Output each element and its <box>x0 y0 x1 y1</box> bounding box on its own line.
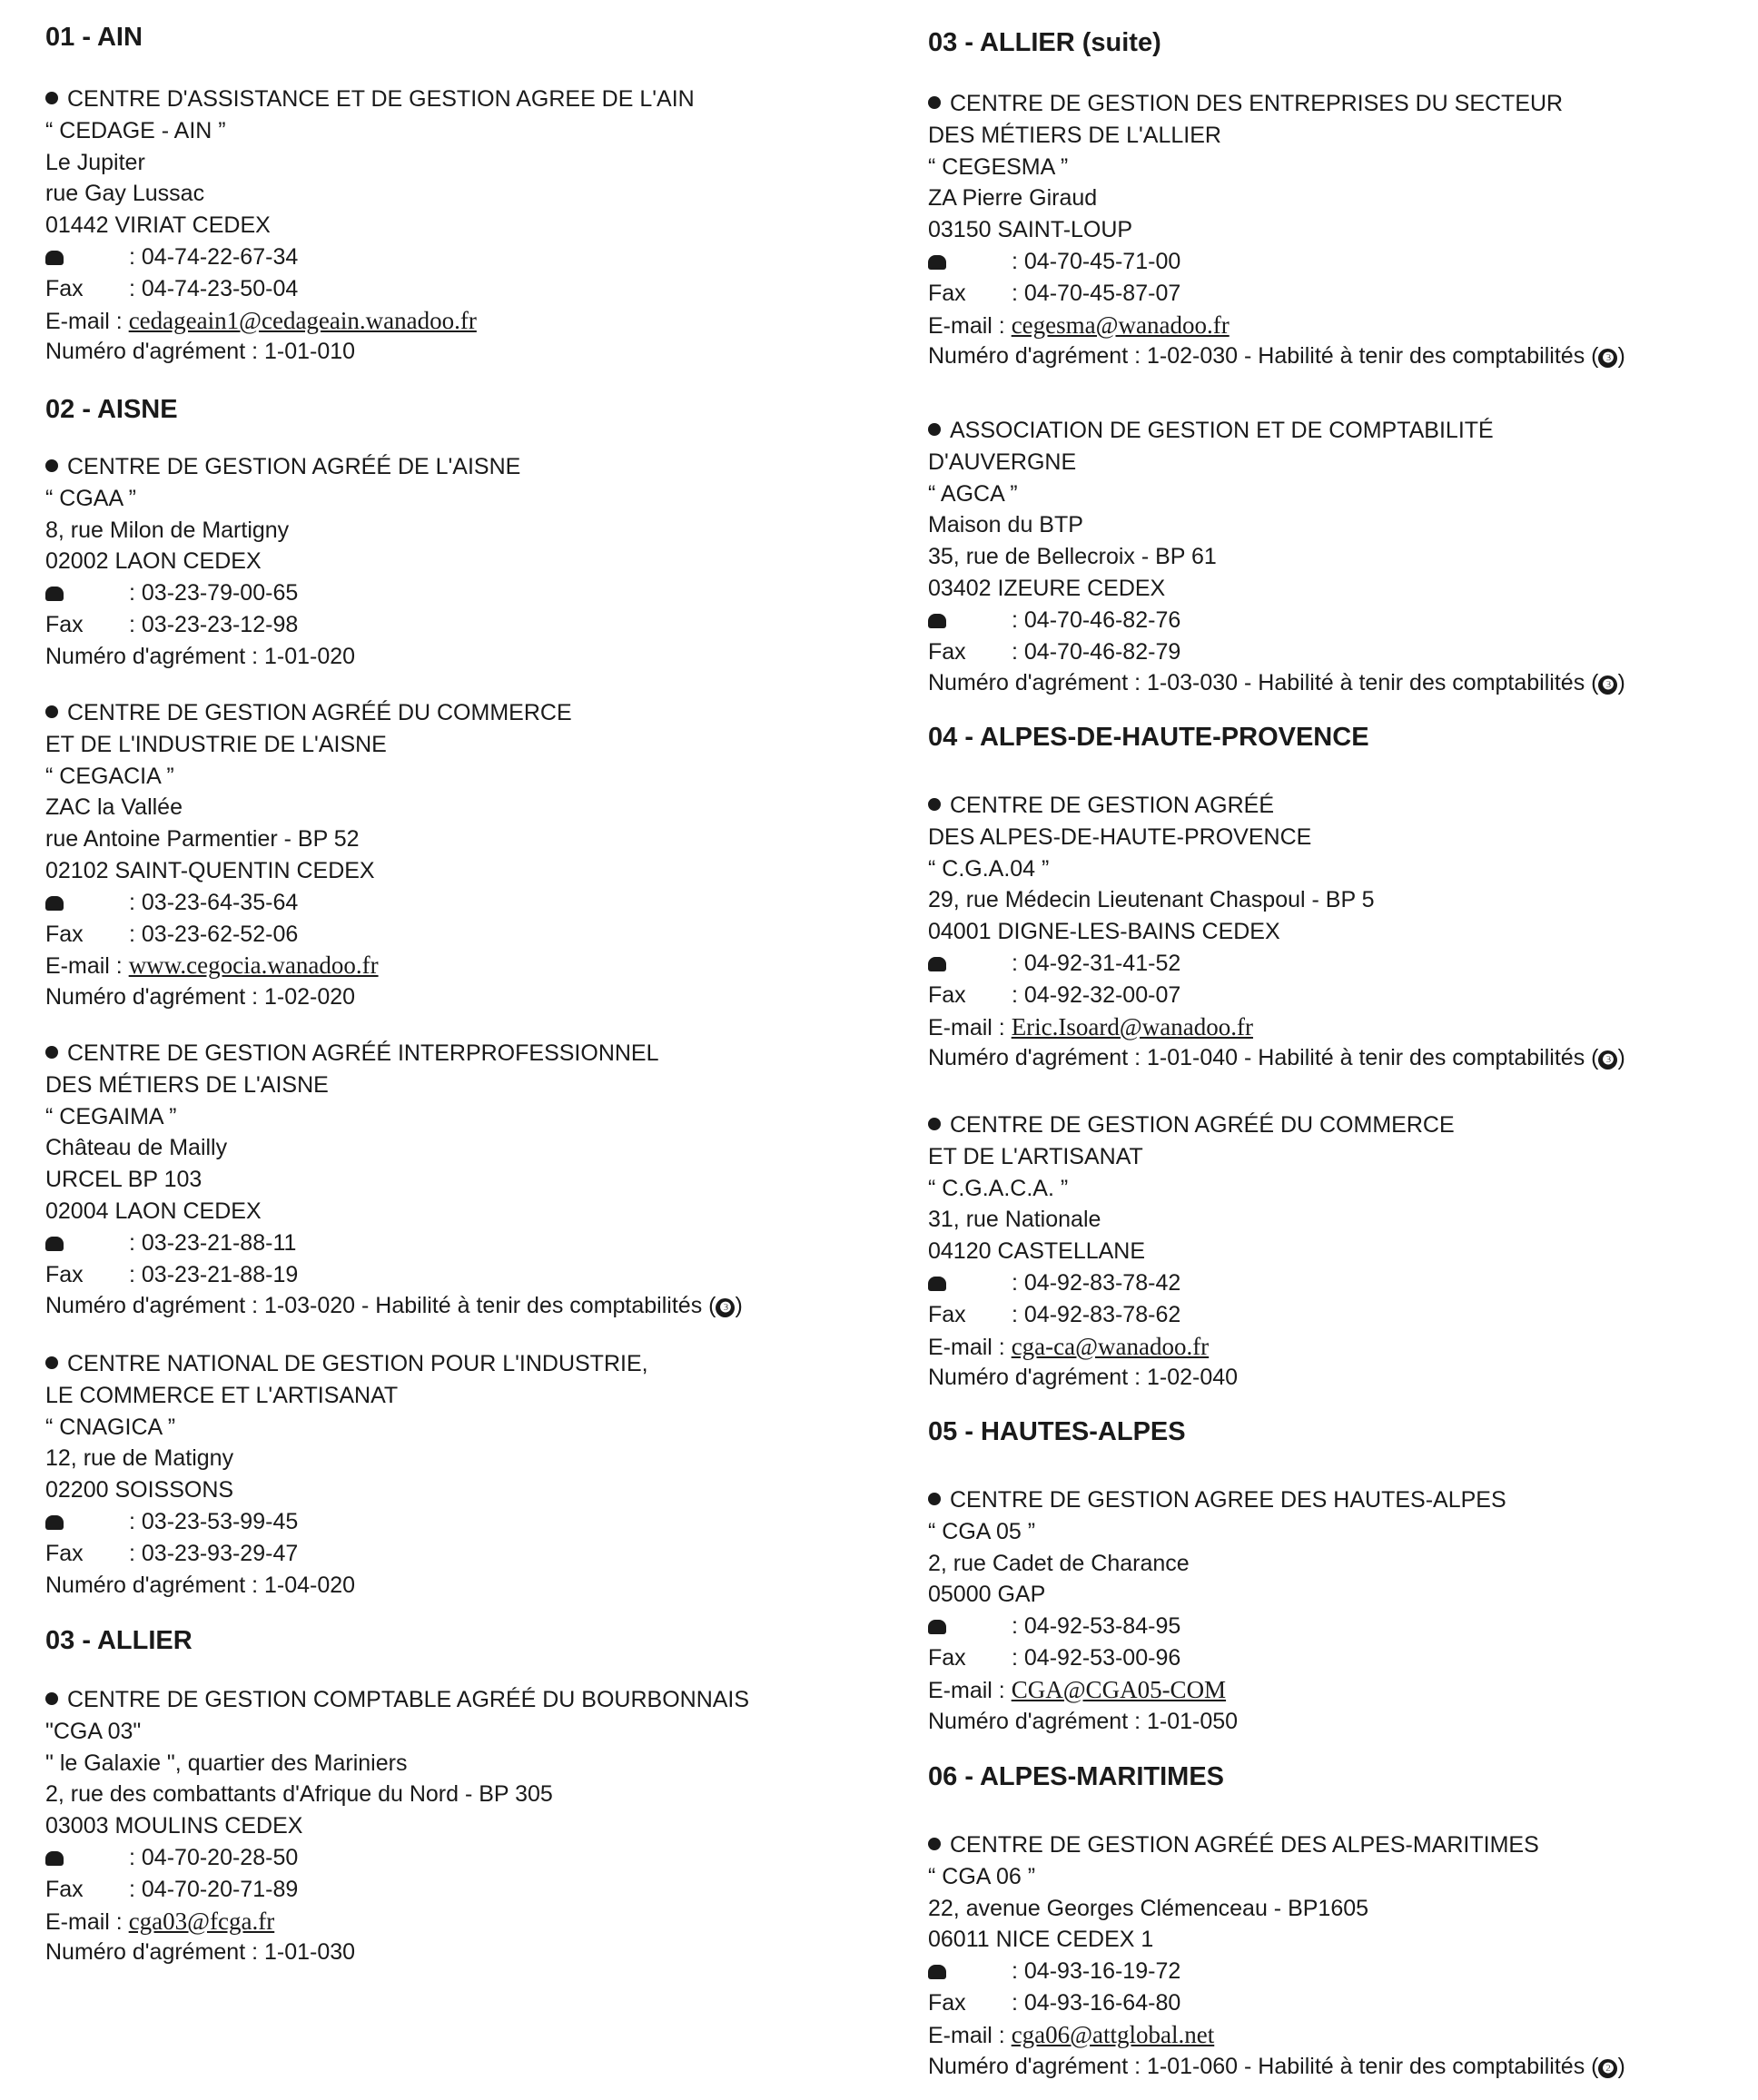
center-name: CENTRE DE GESTION AGRÉÉ <box>950 793 1275 818</box>
fax-number: 04-70-45-87-07 <box>1023 280 1181 306</box>
phone-icon <box>928 957 946 971</box>
agrement-label: Numéro d'agrément : <box>45 984 259 1011</box>
fax-label: Fax <box>45 921 84 947</box>
agrement-label: Numéro d'agrément : <box>928 1045 1141 1071</box>
center-acronym: “ CGAA ” <box>45 485 137 511</box>
email-link[interactable]: cedageain1@cedageain.wanadoo.fr <box>128 306 477 334</box>
center-entry <box>928 1484 1745 1737</box>
center-name-line <box>45 1380 908 1412</box>
agrement-number: 1-01-030 <box>264 1939 356 1966</box>
fax-line: Fax : 03-23-93-29-47 <box>45 1538 908 1570</box>
center-name-line <box>45 1348 908 1380</box>
center-name: ET DE L'INDUSTRIE DE L'AISNE <box>45 731 387 757</box>
agrement-label: Numéro d'agrément : <box>45 339 259 365</box>
fax-line: Fax : 04-70-45-87-07 <box>928 278 1745 310</box>
phone-label <box>928 1267 1012 1299</box>
fax-number: 03-23-62-52-06 <box>141 921 299 947</box>
agrement-line <box>45 981 908 1013</box>
bullet-icon <box>928 1493 941 1505</box>
center-name: CENTRE DE GESTION AGRÉÉ DU COMMERCE <box>67 700 572 725</box>
phone-icon <box>45 1515 64 1530</box>
fax-number: 04-70-46-82-79 <box>1023 638 1181 665</box>
address-line: 02004 LAON CEDEX <box>45 1198 262 1224</box>
agrement-number: 1-03-030 <box>1147 670 1239 696</box>
center-acronym: “ CGA 05 ” <box>928 1518 1036 1544</box>
agrement-line <box>45 1937 908 1968</box>
email-line <box>45 305 908 337</box>
phone-label <box>928 246 1012 278</box>
phone-number: 03-23-64-35-64 <box>141 889 299 915</box>
address-line: URCEL BP 103 <box>45 1167 202 1193</box>
phone-line: : 03-23-21-88-11 <box>45 1227 908 1259</box>
phone-label <box>928 948 1012 980</box>
phone-number: 03-23-21-88-11 <box>141 1229 297 1256</box>
bullet-icon <box>45 92 58 104</box>
center-name-line <box>45 84 908 115</box>
center-name: CENTRE DE GESTION AGRÉÉ INTERPROFESSIONNEL <box>67 1040 659 1066</box>
fax-label: Fax <box>45 611 84 637</box>
center-entry <box>45 1038 908 1322</box>
fax-number: 03-23-21-88-19 <box>141 1261 299 1287</box>
phone-line: : 03-23-64-35-64 <box>45 887 908 919</box>
phone-number: 03-23-79-00-65 <box>141 580 299 606</box>
center-name: D'AUVERGNE <box>928 449 1077 475</box>
fax-label: Fax <box>928 280 966 306</box>
center-entry <box>928 1829 1745 2082</box>
email-line <box>928 2019 1745 2051</box>
center-entry <box>928 88 1745 372</box>
agrement-number: 1-01-050 <box>1147 1708 1239 1734</box>
email-line <box>928 1674 1745 1706</box>
fax-label: Fax <box>928 638 966 665</box>
agrement-label: Numéro d'agrément : <box>928 343 1141 370</box>
fax-line: Fax : 04-92-83-78-62 <box>928 1299 1745 1331</box>
email-link[interactable]: cga03@fcga.fr <box>128 1907 275 1935</box>
email-link[interactable]: cga-ca@wanadoo.fr <box>1011 1332 1210 1360</box>
phone-icon <box>45 1851 64 1866</box>
phone-icon <box>928 1277 946 1291</box>
address-line: 02002 LAON CEDEX <box>45 548 262 575</box>
habilite-text: Habilité à tenir des comptabilités <box>1258 1045 1585 1071</box>
agrement-line: Numéro d'agrément : 1-03-020 - Habilité à tenir des comptabilités ( ❸ ) <box>45 1293 743 1319</box>
center-acronym: “ C.G.A.C.A. ” <box>928 1175 1069 1201</box>
phone-line: : 04-92-31-41-52 <box>928 948 1745 980</box>
center-acronym: “ CEGESMA ” <box>928 153 1069 180</box>
fax-line: Fax : 03-23-62-52-06 <box>45 919 908 951</box>
center-name-line <box>928 1829 1745 1861</box>
center-entry <box>928 1109 1745 1394</box>
address-line: Château de Mailly <box>45 1135 228 1161</box>
phone-number: 03-23-53-99-45 <box>141 1508 299 1534</box>
phone-icon <box>45 251 64 265</box>
bullet-icon <box>45 705 58 718</box>
center-name: CENTRE DE GESTION COMPTABLE AGRÉÉ DU BOURBONNAIS <box>67 1687 750 1712</box>
department-heading: 02 - AISNE <box>45 395 178 424</box>
agrement-number: 1-04-020 <box>264 1572 356 1598</box>
address-line: 06011 NICE CEDEX 1 <box>928 1927 1154 1953</box>
center-name-line <box>928 1109 1745 1141</box>
department-heading: 04 - ALPES-DE-HAUTE-PROVENCE <box>928 723 1369 752</box>
center-entry <box>45 451 908 673</box>
center-name: CENTRE DE GESTION AGRÉÉ DE L'AISNE <box>67 454 521 479</box>
phone-line: : 04-70-46-82-76 <box>928 605 1745 636</box>
category-number-icon: ❸ <box>1598 1050 1617 1070</box>
center-name-line <box>928 822 1745 853</box>
center-name: ET DE L'ARTISANAT <box>928 1143 1143 1169</box>
email-label: E-mail : <box>928 312 1005 339</box>
category-number-icon: ❸ <box>1598 675 1617 695</box>
center-name-line <box>928 1484 1745 1516</box>
agrement-line <box>45 336 908 368</box>
fax-line: Fax : 03-23-21-88-19 <box>45 1259 908 1291</box>
email-line <box>928 1331 1745 1363</box>
center-name-line <box>45 1684 908 1716</box>
phone-line: : 04-74-22-67-34 <box>45 242 908 273</box>
fax-line: Fax : 04-70-20-71-89 <box>45 1874 908 1906</box>
email-link[interactable]: www.cegocia.wanadoo.fr <box>128 951 379 980</box>
fax-label: Fax <box>928 981 966 1008</box>
agrement-number: 1-02-040 <box>1147 1365 1239 1391</box>
phone-label <box>928 605 1012 636</box>
address-line: 2, rue Cadet de Charance <box>928 1550 1190 1576</box>
address-line: 05000 GAP <box>928 1582 1046 1608</box>
agrement-label: Numéro d'agrément : <box>928 670 1141 696</box>
agrement-label: Numéro d'agrément : <box>928 2053 1141 2079</box>
address-line: 04001 DIGNE-LES-BAINS CEDEX <box>928 919 1280 945</box>
center-name: DES MÉTIERS DE L'ALLIER <box>928 122 1221 148</box>
bullet-icon <box>45 1046 58 1059</box>
phone-icon <box>45 587 64 601</box>
email-link[interactable]: Eric.Isoard@wanadoo.fr <box>1011 1012 1253 1040</box>
center-name-line <box>45 729 908 761</box>
habilite-text: Habilité à tenir des comptabilités <box>375 1293 703 1319</box>
address-line: " le Galaxie ", quartier des Mariniers <box>45 1750 408 1776</box>
address-line: 35, rue de Bellecroix - BP 61 <box>928 544 1217 570</box>
center-name: DES MÉTIERS DE L'AISNE <box>45 1071 329 1098</box>
center-acronym: “ CGA 06 ” <box>928 1863 1036 1889</box>
phone-line: : 03-23-53-99-45 <box>45 1506 908 1538</box>
center-acronym: "CGA 03" <box>45 1718 142 1744</box>
habilite-text: Habilité à tenir des comptabilités <box>1258 2053 1585 2079</box>
address-line: rue Gay Lussac <box>45 181 205 207</box>
agrement-number: 1-03-020 <box>264 1293 356 1319</box>
address-line: 31, rue Nationale <box>928 1207 1101 1233</box>
email-label: E-mail : <box>928 1014 1005 1040</box>
fax-label: Fax <box>45 1876 84 1902</box>
agrement-line <box>45 1570 908 1602</box>
agrement-label: Numéro d'agrément : <box>45 1939 259 1966</box>
center-name-line <box>928 415 1745 447</box>
center-name: CENTRE DE GESTION AGRÉÉ DES ALPES-MARITIMES <box>950 1832 1539 1858</box>
center-name-line <box>928 88 1745 120</box>
email-link[interactable]: cegesma@wanadoo.fr <box>1011 311 1230 339</box>
department-heading: 03 - ALLIER <box>45 1626 193 1655</box>
phone-icon <box>928 255 946 270</box>
agrement-label: Numéro d'agrément : <box>45 1572 259 1598</box>
phone-icon <box>928 1620 946 1634</box>
email-label: E-mail : <box>928 1677 1005 1703</box>
phone-label <box>928 1611 1012 1642</box>
fax-number: 03-23-93-29-47 <box>141 1540 299 1566</box>
bullet-icon <box>928 423 941 436</box>
agrement-line: Numéro d'agrément : 1-03-030 - Habilité à tenir des comptabilités ( ❸ ) <box>928 670 1625 696</box>
phone-label <box>45 577 129 609</box>
email-line <box>45 950 908 981</box>
center-acronym: “ CEDAGE - AIN ” <box>45 117 226 143</box>
phone-label <box>45 1506 129 1538</box>
address-line: rue Antoine Parmentier - BP 52 <box>45 826 360 853</box>
center-name: CENTRE NATIONAL DE GESTION POUR L'INDUSTRIE, <box>67 1351 648 1376</box>
department-heading: 05 - HAUTES-ALPES <box>928 1417 1186 1446</box>
email-line <box>45 1906 908 1937</box>
phone-line: : 04-70-20-28-50 <box>45 1842 908 1874</box>
fax-label: Fax <box>45 275 84 301</box>
fax-line: Fax : 04-92-53-00-96 <box>928 1642 1745 1674</box>
address-line: ZAC la Vallée <box>45 794 183 821</box>
phone-line: : 04-92-83-78-42 <box>928 1267 1745 1299</box>
fax-number: 04-92-83-78-62 <box>1023 1301 1181 1327</box>
category-number-icon: ❷ <box>1598 2059 1617 2078</box>
agrement-line: Numéro d'agrément : 1-01-060 - Habilité à tenir des comptabilités ( ❷ ) <box>928 2053 1625 2079</box>
center-acronym: “ CEGACIA ” <box>45 763 174 789</box>
center-acronym: “ CNAGICA ” <box>45 1414 176 1440</box>
center-name: CENTRE D'ASSISTANCE ET DE GESTION AGREE DE L'AIN <box>67 86 695 112</box>
email-line <box>928 1011 1745 1043</box>
fax-label: Fax <box>928 1989 966 2016</box>
center-acronym: “ C.G.A.04 ” <box>928 855 1050 882</box>
phone-number: 04-92-53-84-95 <box>1023 1613 1181 1640</box>
phone-number: 04-70-46-82-76 <box>1023 606 1181 633</box>
bullet-icon <box>928 798 941 811</box>
agrement-number: 1-02-020 <box>264 984 356 1011</box>
center-name: LE COMMERCE ET L'ARTISANAT <box>45 1382 399 1408</box>
agrement-line <box>45 641 908 673</box>
phone-line: : 04-70-45-71-00 <box>928 246 1745 278</box>
center-name-line <box>928 790 1745 822</box>
fax-number: 04-92-53-00-96 <box>1023 1644 1181 1671</box>
agrement-label: Numéro d'agrément : <box>928 1708 1141 1734</box>
address-line: 04120 CASTELLANE <box>928 1238 1146 1265</box>
address-line: Maison du BTP <box>928 512 1083 538</box>
bullet-icon <box>45 1356 58 1369</box>
bullet-icon <box>928 96 941 109</box>
agrement-number: 1-01-040 <box>1147 1045 1239 1071</box>
address-line: 29, rue Médecin Lieutenant Chaspoul - BP 5 <box>928 887 1375 913</box>
address-line: 02102 SAINT-QUENTIN CEDEX <box>45 857 375 883</box>
agrement-number: 1-01-060 <box>1147 2053 1239 2079</box>
agrement-number: 1-01-020 <box>264 643 356 669</box>
address-line: 01442 VIRIAT CEDEX <box>45 212 271 239</box>
agrement-line: Numéro d'agrément : 1-02-030 - Habilité à tenir des comptabilités ( ❸ ) <box>928 343 1625 370</box>
phone-label <box>45 887 129 919</box>
fax-label: Fax <box>928 1301 966 1327</box>
department-heading: 01 - AIN <box>45 23 143 52</box>
phone-number: 04-93-16-19-72 <box>1023 1958 1181 1985</box>
phone-icon <box>45 1237 64 1251</box>
category-number-icon: ❸ <box>1598 349 1617 368</box>
address-line: 03003 MOULINS CEDEX <box>45 1813 303 1839</box>
center-name-line <box>45 1038 908 1070</box>
email-label: E-mail : <box>928 1334 1005 1360</box>
center-acronym: “ AGCA ” <box>928 480 1018 507</box>
fax-line: Fax : 03-23-23-12-98 <box>45 609 908 641</box>
center-name-line <box>928 1141 1745 1173</box>
habilite-text: Habilité à tenir des comptabilités <box>1258 343 1585 370</box>
address-line: 8, rue Milon de Martigny <box>45 517 290 543</box>
email-label: E-mail : <box>45 953 123 980</box>
fax-label: Fax <box>45 1261 84 1287</box>
center-name: CENTRE DE GESTION DES ENTREPRISES DU SECTEUR <box>950 91 1564 116</box>
center-name: CENTRE DE GESTION AGRÉÉ DU COMMERCE <box>950 1112 1455 1138</box>
fax-label: Fax <box>928 1644 966 1671</box>
center-name: CENTRE DE GESTION AGREE DES HAUTES-ALPES <box>950 1487 1506 1513</box>
phone-line: : 04-92-53-84-95 <box>928 1611 1745 1642</box>
phone-line: : 04-93-16-19-72 <box>928 1956 1745 1987</box>
category-number-icon: ❸ <box>716 1298 735 1317</box>
agrement-line <box>928 1706 1745 1738</box>
center-entry <box>928 415 1745 699</box>
phone-label <box>45 242 129 273</box>
center-name-line <box>928 120 1745 152</box>
fax-number: 04-93-16-64-80 <box>1023 1989 1181 2016</box>
fax-label: Fax <box>45 1540 84 1566</box>
department-heading: 03 - ALLIER (suite) <box>928 28 1161 57</box>
bullet-icon <box>928 1118 941 1130</box>
center-acronym: “ CEGAIMA ” <box>45 1103 177 1129</box>
phone-icon <box>928 614 946 628</box>
center-name-line <box>928 447 1745 478</box>
agrement-label: Numéro d'agrément : <box>928 1365 1141 1391</box>
address-line: Le Jupiter <box>45 149 145 175</box>
fax-line: Fax : 04-74-23-50-04 <box>45 273 908 305</box>
address-line: 22, avenue Georges Clémenceau - BP1605 <box>928 1895 1369 1921</box>
center-entry <box>45 84 908 368</box>
center-entry <box>928 790 1745 1074</box>
phone-line: : 03-23-79-00-65 <box>45 577 908 609</box>
fax-line: Fax : 04-70-46-82-79 <box>928 636 1745 668</box>
agrement-number: 1-01-010 <box>264 339 356 365</box>
fax-number: 04-70-20-71-89 <box>141 1876 299 1902</box>
fax-number: 03-23-23-12-98 <box>141 611 299 637</box>
bullet-icon <box>928 1838 941 1850</box>
phone-label <box>928 1956 1012 1987</box>
phone-icon <box>45 896 64 911</box>
center-entry <box>45 1684 908 1968</box>
center-entry <box>45 1348 908 1601</box>
agrement-label: Numéro d'agrément : <box>45 1293 259 1319</box>
address-line: 03402 IZEURE CEDEX <box>928 575 1166 601</box>
bullet-icon <box>45 459 58 472</box>
center-name-line <box>45 451 908 483</box>
fax-line: Fax : 04-92-32-00-07 <box>928 980 1745 1011</box>
center-name: ASSOCIATION DE GESTION ET DE COMPTABILITÉ <box>950 418 1494 443</box>
phone-icon <box>928 1965 946 1979</box>
email-label: E-mail : <box>45 1908 123 1935</box>
email-line <box>928 310 1745 341</box>
phone-number: 04-92-83-78-42 <box>1023 1269 1181 1296</box>
bullet-icon <box>45 1692 58 1705</box>
fax-number: 04-92-32-00-07 <box>1023 981 1181 1008</box>
habilite-text: Habilité à tenir des comptabilités <box>1258 670 1585 696</box>
agrement-line: Numéro d'agrément : 1-01-040 - Habilité à tenir des comptabilités ( ❸ ) <box>928 1045 1625 1071</box>
address-line: 12, rue de Matigny <box>45 1445 234 1472</box>
center-name-line <box>45 1070 908 1101</box>
phone-label <box>45 1842 129 1874</box>
phone-number: 04-70-45-71-00 <box>1023 248 1181 274</box>
email-link[interactable]: CGA@CGA05-COM <box>1011 1675 1227 1703</box>
email-link[interactable]: cga06@attglobal.net <box>1011 2020 1215 2048</box>
agrement-number: 1-02-030 <box>1147 343 1239 370</box>
agrement-line <box>928 1362 1745 1394</box>
phone-number: 04-74-22-67-34 <box>141 243 299 270</box>
center-entry <box>45 697 908 1013</box>
phone-number: 04-70-20-28-50 <box>141 1844 299 1870</box>
center-name-line <box>45 697 908 729</box>
address-line: 03150 SAINT-LOUP <box>928 217 1133 243</box>
address-line: 2, rue des combattants d'Afrique du Nord - BP 305 <box>45 1781 553 1808</box>
phone-label <box>45 1227 129 1259</box>
email-label: E-mail : <box>45 308 123 334</box>
center-name: DES ALPES-DE-HAUTE-PROVENCE <box>928 823 1312 850</box>
fax-number: 04-74-23-50-04 <box>141 275 299 301</box>
agrement-label: Numéro d'agrément : <box>45 643 259 669</box>
phone-number: 04-92-31-41-52 <box>1023 950 1181 976</box>
fax-line: Fax : 04-93-16-64-80 <box>928 1987 1745 2019</box>
address-line: ZA Pierre Giraud <box>928 185 1098 212</box>
address-line: 02200 SOISSONS <box>45 1477 234 1504</box>
email-label: E-mail : <box>928 2022 1005 2048</box>
department-heading: 06 - ALPES-MARITIMES <box>928 1762 1225 1791</box>
